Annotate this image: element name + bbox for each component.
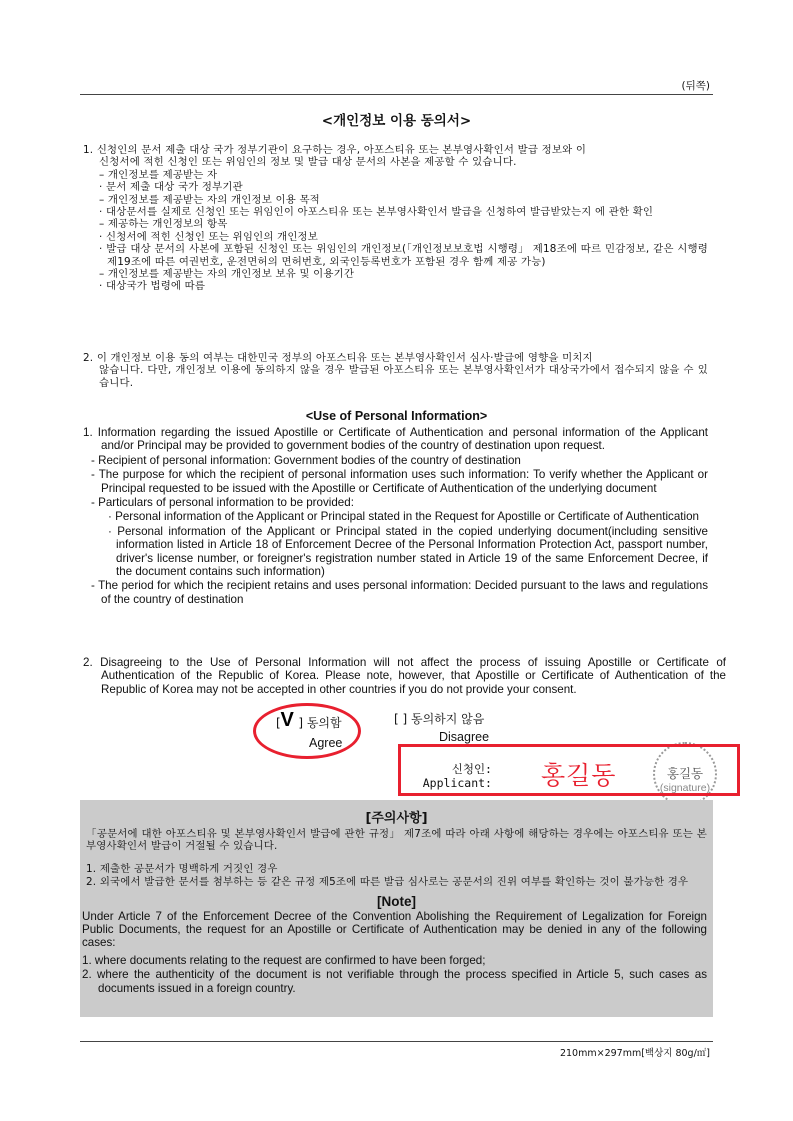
korean-p1-line2: 신청서에 적힌 신청인 또는 위임인의 정보 및 발급 대상 문서의 사본을 제공할 수 있습니다. [99, 156, 517, 169]
korean-title: <개인정보 이용 동의서> [321, 113, 472, 129]
disagree-label-en: Disagree [439, 730, 490, 744]
applicant-label-en: Applicant: [422, 776, 492, 790]
english-purpose: - The purpose for which the recipient of personal information uses such information: To verify whether the Applicant or Principal requested to be issued with the Apostille or Certificate of Authentication of the underlying document [91, 468, 708, 495]
english-particular-2: · Personal information of the Applicant or Principal stated in the copied underlying document(including sensitive information listed in Article 18 of Enforcement Decree of the Personal Information Protection Act, passport number, driver's license number, or foreigner's registration number stated in Article 19 of the same Enforcement Decree, if the document contains such information) [108, 524, 708, 579]
note-item1-en: 1. where documents relating to the request are confirmed to have been forged; [82, 953, 486, 967]
korean-consent-body [83, 144, 708, 293]
page-side-label: (뒤쪽) [681, 80, 710, 92]
agree-bracket-open: [ [276, 716, 281, 730]
english-particulars: - Particulars of personal information to be provided: [91, 496, 354, 510]
english-para-2: 2. Disagreeing to the Use of Personal Information will not affect the process of issuing Apostille or Certificate of Authentication of the Republic of Korea. Please note, however, that Apostille or Certificate of Authentication of the Republic of Korea may not be accepted in other countries if you do not provide your consent. [83, 656, 726, 696]
agree-label-ko: ] 동의함 [298, 716, 342, 730]
korean-items-heading: – 제공하는 개인정보의 항목 [99, 218, 228, 231]
agree-label-en: Agree [309, 736, 343, 750]
english-para-1: 1. Information regarding the issued Apostille or Certificate of Authentication and personal information of the Applicant and/or Principal may be provided to government bodies of the country of destination upon request. [83, 426, 708, 453]
korean-items-bullet-1: · 신청서에 적힌 신청인 또는 위임인의 개인정보 [99, 230, 319, 243]
paper-spec: 210mm×297mm[백상지 80g/㎡] [559, 1048, 710, 1059]
korean-p2-line2: 않습니다. 다만, 개인정보 이용에 동의하지 않을 경우 발급된 아포스티유 또는 본부영사확인서가 대상국가에서 접수되지 않을 수 있습니다. [99, 364, 708, 389]
bottom-divider [80, 1041, 713, 1042]
note-box [80, 800, 713, 1017]
note-item1-ko: 1. 제출한 공문서가 명백하게 거짓인 경우 [86, 862, 278, 875]
signature-annotation-box [398, 744, 740, 796]
english-title: <Use of Personal Information> [305, 409, 488, 423]
english-period: - The period for which the recipient retains and uses personal information: Decided pursuant to the laws and regulations of the country of destination [91, 579, 708, 606]
note-intro-en: Under Article 7 of the Enforcement Decree of the Convention Abolishing the Requirement of Legalization for Foreign Public Documents, the request for an Apostille or Certificate of Authentication may be denied in any of the following cases: [82, 909, 707, 950]
applicant-label-ko: 신청인: [451, 762, 492, 776]
agree-annotation-circle [253, 703, 361, 759]
korean-recipient-bullet: · 문서 제출 대상 국가 정부기관 [99, 181, 243, 194]
korean-recipient-heading: – 개인정보를 제공받는 자 [99, 168, 218, 181]
korean-period-heading: – 개인정보를 제공받는 자의 개인정보 보유 및 이용기간 [99, 268, 355, 281]
english-recipient: - Recipient of personal information: Government bodies of the country of destination [91, 453, 521, 467]
signature-hint: (signature) [659, 782, 711, 794]
note-intro-ko: 「공문서에 대한 아포스티유 및 본부영사확인서 발급에 관한 규정」 제7조에 따라 아래 사항에 해당하는 경우에는 아포스티유 또는 본부영사확인서 발급이 거절될 수 있습니다. [86, 828, 707, 853]
note-title-ko: [주의사항] [365, 811, 428, 826]
korean-p1-line1: 1. 신청인의 문서 제출 대상 국가 정부기관이 요구하는 경우, 아포스티유 또는 본부영사확인서 발급 정보와 이 [83, 144, 587, 156]
korean-purpose-heading: – 개인정보를 제공받는 자의 개인정보 이용 목적 [99, 193, 320, 206]
applicant-name: 홍길동 [541, 761, 617, 790]
disagree-label-ko: [ ] 동의하지 않음 [394, 712, 485, 726]
note-item2-ko: 2. 외국에서 발급한 문서를 첨부하는 등 같은 규정 제5조에 따른 발급 심사로는 공문서의 진위 여부를 확인하는 것이 불가능한 경우 [86, 876, 689, 889]
agree-checkmark: V [280, 709, 294, 731]
seal-name: 홍길동 [666, 766, 704, 781]
note-title-en: [Note] [377, 893, 416, 909]
korean-para-1 [83, 144, 708, 169]
top-divider [80, 94, 713, 95]
korean-purpose-bullet: · 대상문서를 실제로 신청인 또는 위임인이 아포스티유 또는 본부영사확인서 발급을 신청하여 발급받았는지 에 관한 확인 [99, 206, 654, 219]
korean-p2-line1: 2. 이 개인정보 이용 동의 여부는 대한민국 정부의 아포스티유 또는 본부영사확인서 심사·발급에 영향을 미치지 [83, 352, 593, 364]
english-particular-1: · Personal information of the Applicant or Principal stated in the Request for Apostille or Certificate of Authentication [108, 510, 699, 524]
english-consent-body [83, 426, 708, 606]
korean-items-bullet-2: · 발급 대상 문서의 사본에 포함된 신청인 또는 위임인의 개인정보(「개인정보보호법 시행령」 제18조에 따르 민감정보, 같은 시행령 제19조에 따른 여권번호, 운전면허의 면허번호, 외국인등록번호가 포함된 경우 함께 제공 가능) [99, 243, 708, 268]
note-item2-en: 2. where the authenticity of the document is not verifiable through the process specified in Article 5, such cases as documents issued in a foreign country. [82, 968, 707, 995]
disagree-option[interactable] [394, 710, 534, 744]
korean-period-bullet: · 대상국가 법령에 따름 [99, 280, 206, 293]
korean-para-2 [83, 352, 708, 389]
